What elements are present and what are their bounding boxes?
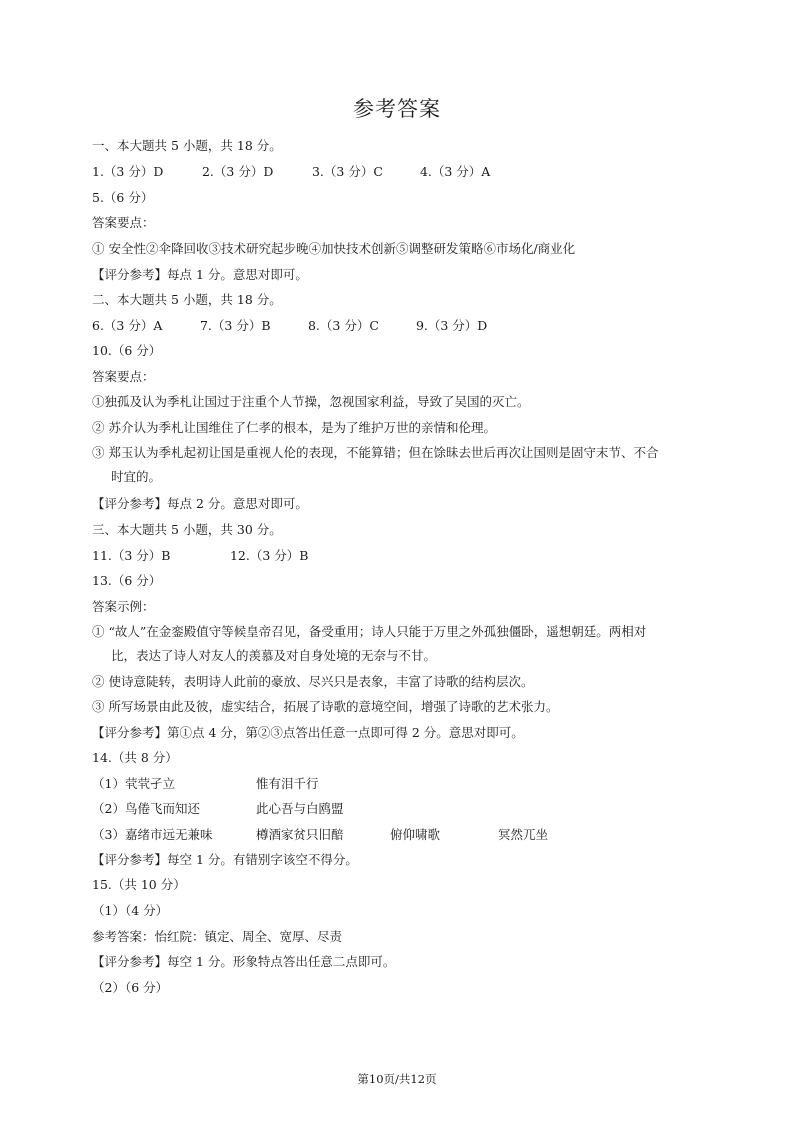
q5-grading: 【评分参考】每点 1 分。意思对即可。 (92, 267, 308, 282)
q10-points-label: 答案要点： (92, 369, 155, 384)
q14-blank: 樽酒家贫只旧醅 (255, 827, 344, 842)
q14-row-2 (92, 801, 344, 817)
q14-label: 14.（共 8 分） (92, 750, 178, 765)
q15-answer: 参考答案：怡红院：镇定、周全、宽厚、尽责 (92, 929, 343, 944)
section3-header: 三、本大题共 5 小题，共 30 分。 (92, 522, 282, 537)
q14-blank: 惟有泪千行 (255, 776, 319, 791)
answer-7: 7.（3 分）B (199, 318, 271, 333)
answer-11: 11.（3 分）B (92, 548, 171, 563)
q13-example-label: 答案示例： (92, 599, 155, 614)
answer-2: 2.（3 分）D (201, 164, 274, 179)
q13-label: 13.（6 分） (92, 573, 162, 588)
q13-point-2: ② 使诗意陡转，表明诗人此前的豪放、尽兴只是表象，丰富了诗歌的结构层次。 (92, 674, 534, 689)
q13-point-1-cont: 比，表达了诗人对友人的羡慕及对自身处境的无奈与不甘。 (111, 648, 437, 663)
q14-blank: 冥然兀坐 (497, 827, 548, 842)
q13-point-3: ③ 所写场景由此及彼，虚实结合，拓展了诗歌的意境空间，增强了诗歌的艺术张力。 (92, 699, 559, 714)
q13-grading: 【评分参考】第①点 4 分，第②③点答出任意一点即可得 2 分。意思对即可。 (92, 725, 524, 740)
q15-sub2-label: （2）（6 分） (92, 980, 169, 995)
answer-1: 1.（3 分）D (92, 164, 164, 179)
q10-point-1: ①独孤及认为季札让国过于注重个人节操，忽视国家利益，导致了吴国的灭亡。 (92, 394, 530, 409)
q14-grading: 【评分参考】每空 1 分。有错别字该空不得分。 (92, 852, 358, 867)
q14-blank: （2）鸟倦飞而知还 (92, 801, 200, 816)
q14-blank: （3）嘉绪市远无兼味 (92, 827, 213, 842)
q15-label: 15.（共 10 分） (92, 877, 186, 892)
q10-grading: 【评分参考】每点 2 分。意思对即可。 (92, 496, 308, 511)
q14-blank: 俯仰啸歌 (389, 827, 440, 842)
q14-blank: （1）茕茕孑立 (92, 776, 175, 791)
q10-point-3-cont: 时宜的。 (111, 469, 162, 484)
q10-point-3: ③ 郑玉认为季札起初让国是重视人伦的表现，不能算错；但在馀昧去世后再次让国则是固守末节、不合 (92, 445, 659, 460)
section1-header: 一、本大题共 5 小题，共 18 分。 (92, 138, 282, 153)
answer-8: 8.（3 分）C (307, 318, 379, 333)
page-title: 参考答案 (353, 97, 441, 121)
answer-12: 12.（3 分）B (229, 548, 309, 563)
answer-3: 3.（3 分）C (311, 164, 383, 179)
q5-points: ① 安全性②伞降回收③技术研究起步晚④加快技术创新⑤调整研发策略⑥市场化/商业化 (92, 241, 576, 256)
mc-answers-row-3 (92, 548, 308, 564)
q14-row-3 (92, 827, 548, 843)
q14-row-1 (92, 776, 319, 792)
page-number: 第10页/共12页 (357, 1072, 437, 1086)
answer-9: 9.（3 分）D (415, 318, 488, 333)
q13-point-1: ① “故人”在金銮殿值守等候皇帝召见，备受重用；诗人只能于万里之外孤独僵卧，遥想朝廷。两相对 (92, 624, 647, 639)
answer-4: 4.（3 分）A (419, 164, 491, 179)
q14-blank: 此心吾与白鸥盟 (255, 801, 344, 816)
q15-grading: 【评分参考】每空 1 分。形象特点答出任意二点即可。 (92, 954, 396, 969)
q5-label: 5.（6 分） (92, 190, 154, 205)
answer-6: 6.（3 分）A (92, 318, 163, 333)
section2-header: 二、本大题共 5 小题，共 18 分。 (92, 292, 282, 307)
q15-sub1-label: （1）（4 分） (92, 903, 169, 918)
mc-answers-row-1 (92, 164, 490, 180)
mc-answers-row-2 (92, 318, 487, 334)
q5-points-label: 答案要点： (92, 215, 155, 230)
q10-point-2: ② 苏介认为季札让国维住了仁孝的根本，是为了维护万世的亲情和伦理。 (92, 420, 496, 435)
q10-label: 10.（6 分） (92, 343, 162, 358)
